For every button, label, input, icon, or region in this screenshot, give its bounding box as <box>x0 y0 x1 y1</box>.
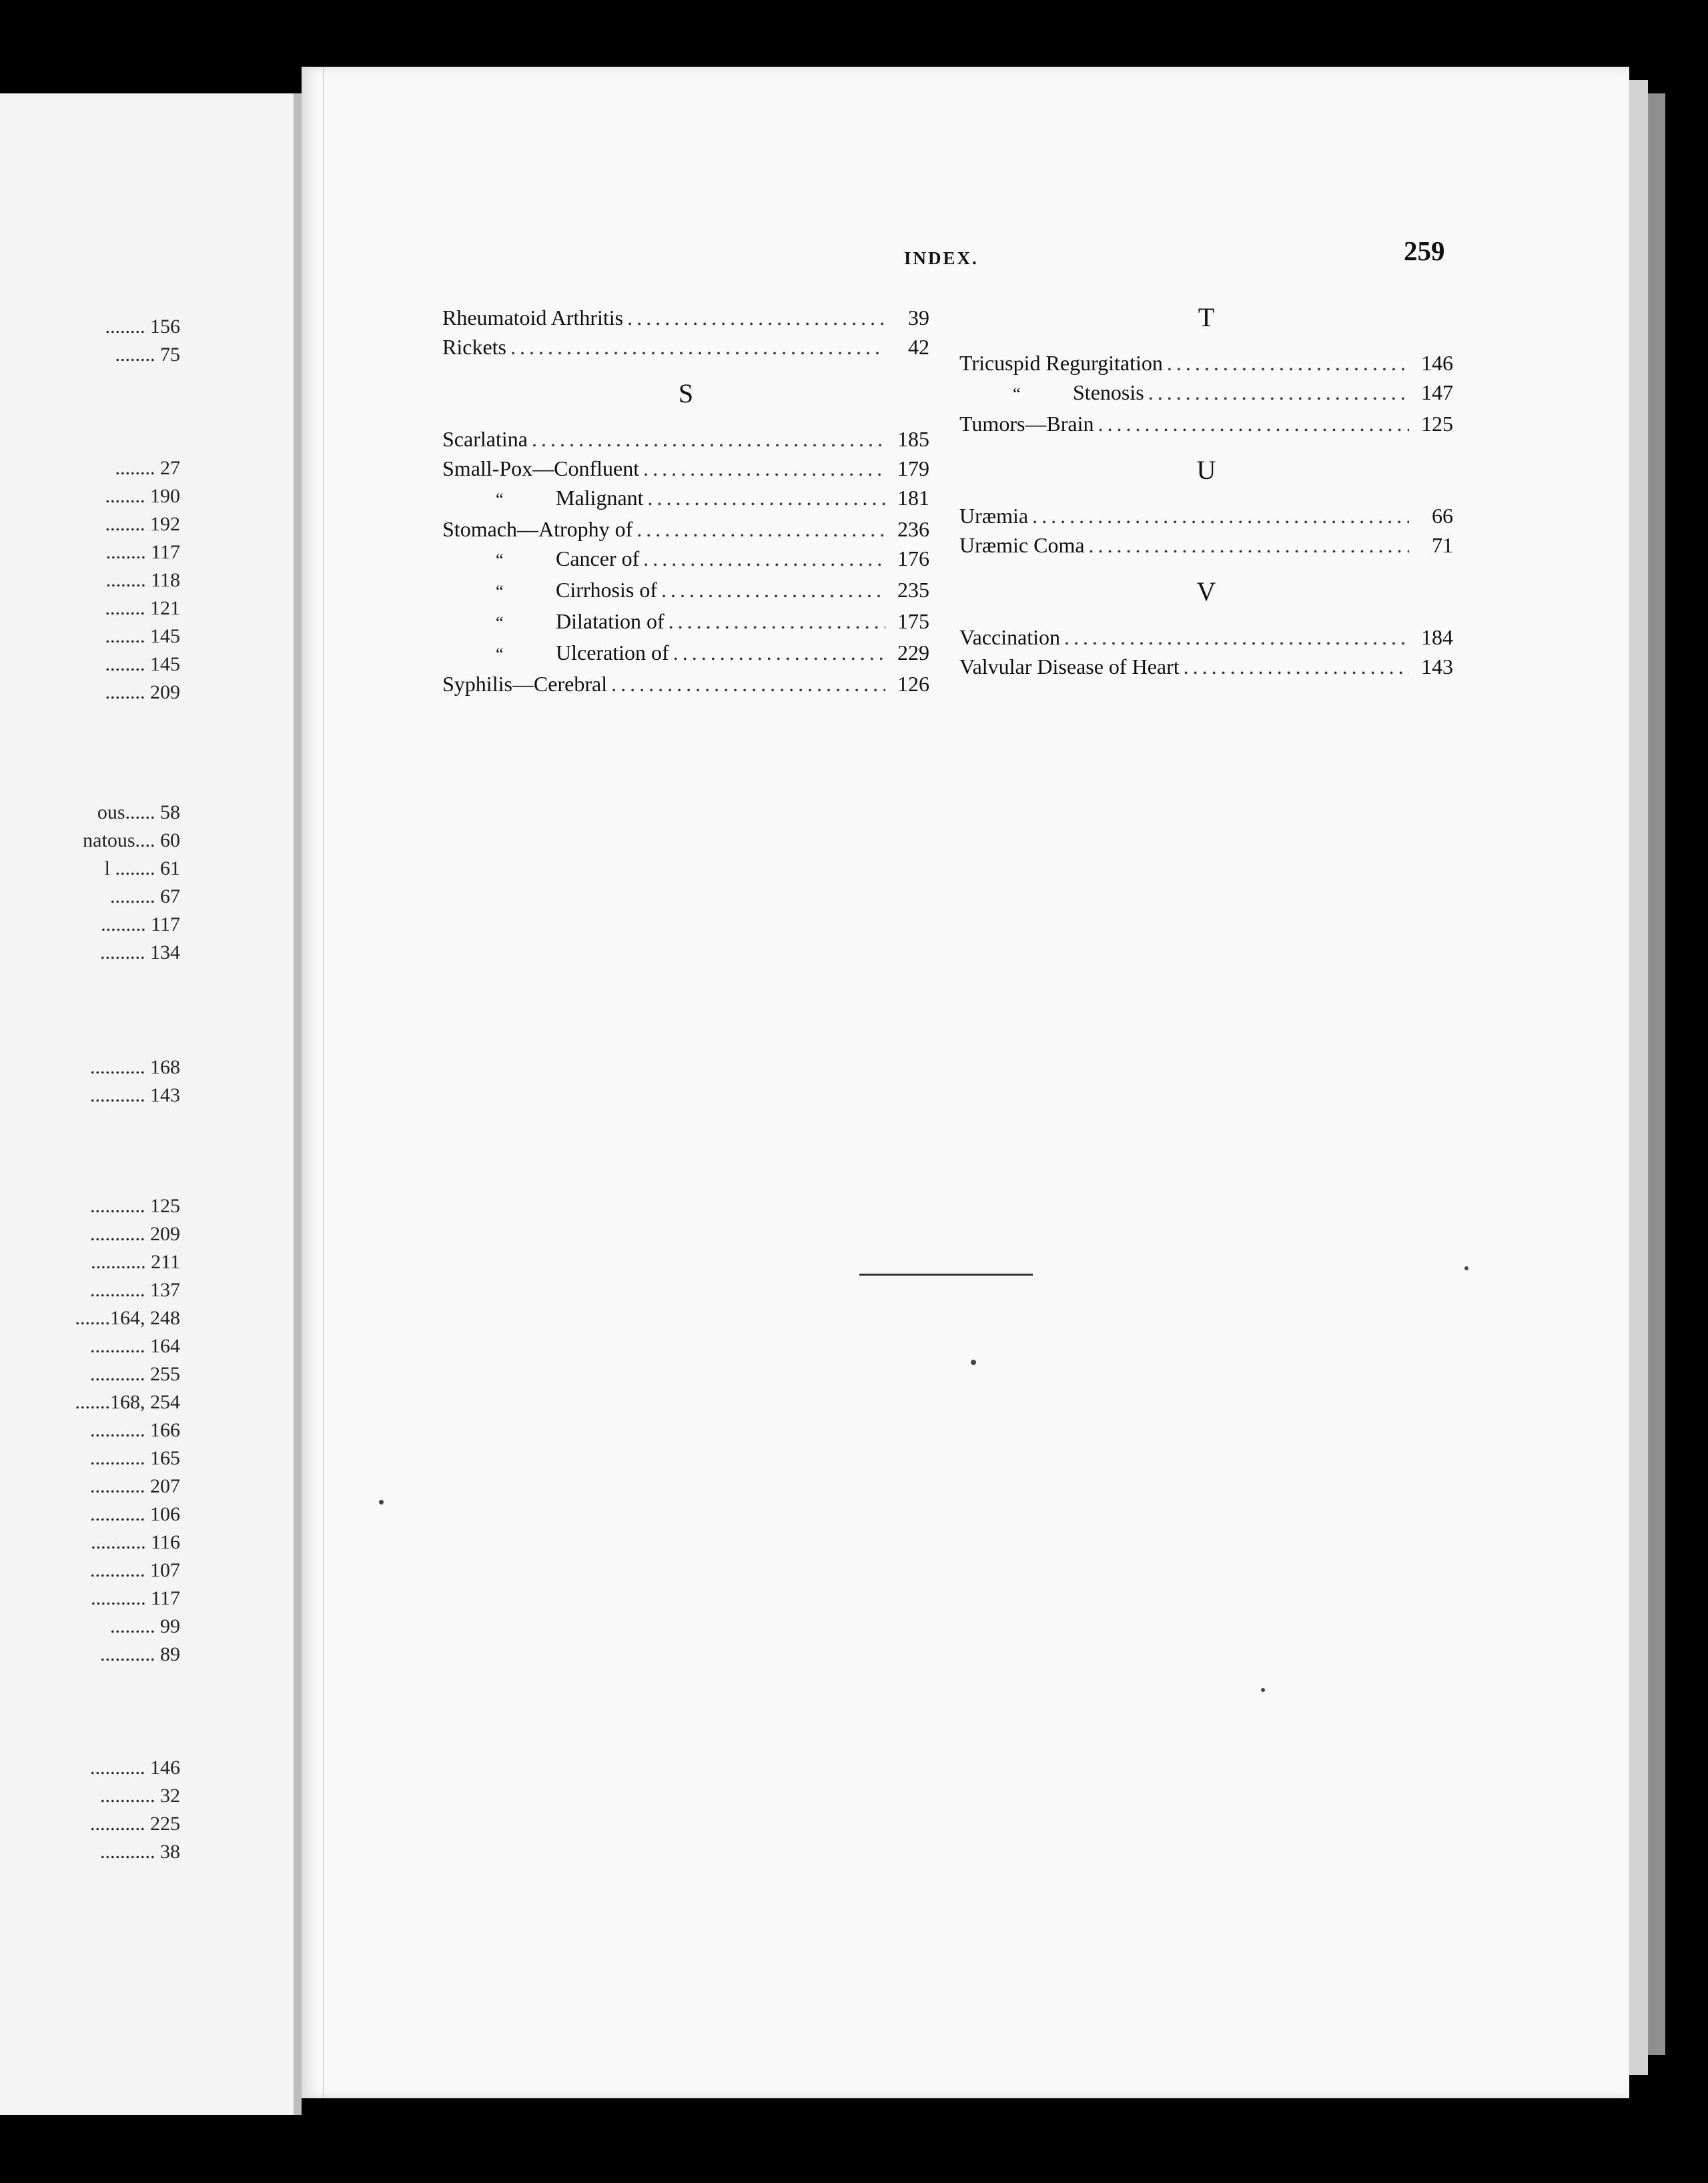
entry-term <box>959 348 1163 378</box>
facing-page-entry-text: ........ 145 <box>105 653 180 675</box>
dot-leader <box>532 424 885 454</box>
facing-page-entry-text: ........... 117 <box>91 1587 180 1609</box>
facing-page-entry <box>0 1361 180 1388</box>
entry-page-number: 181 <box>897 486 929 510</box>
entry-page-number: 66 <box>1432 504 1453 528</box>
entry-term <box>442 669 607 699</box>
facing-page-entry <box>0 651 180 678</box>
index-column-left <box>442 303 929 699</box>
facing-page-entry-text: ........ 145 <box>105 625 180 647</box>
facing-page-entry-text: ......... 67 <box>110 885 180 907</box>
entry-page-number: 126 <box>897 672 929 696</box>
facing-page-entry-text: natous.... 60 <box>83 829 180 851</box>
facing-page-entry-text: ........... 32 <box>100 1785 180 1807</box>
dot-leader <box>1167 348 1409 378</box>
facing-page-entry-text: ........ 118 <box>105 569 180 591</box>
index-entry <box>442 606 929 638</box>
index-entry <box>442 514 929 544</box>
index-entry <box>442 638 929 669</box>
entry-term <box>442 424 528 454</box>
entry-term <box>496 638 669 669</box>
ditto-mark: “ <box>496 644 504 664</box>
entry-term-text: Cirrhosis of <box>556 578 657 602</box>
facing-page-entry <box>0 1557 180 1584</box>
entry-term <box>496 544 639 575</box>
index-entry <box>959 622 1453 652</box>
section-letter: U <box>1196 455 1216 485</box>
entry-page-number: 42 <box>908 335 929 359</box>
entry-term-text: Scarlatina <box>442 427 528 451</box>
facing-page-entry-text: ........... 89 <box>100 1643 180 1665</box>
facing-page-entry <box>0 455 180 482</box>
dot-leader <box>643 544 885 573</box>
dot-leader <box>636 514 885 544</box>
facing-page-entry-text: ........... 143 <box>90 1084 180 1106</box>
index-entry <box>442 483 929 514</box>
entry-page-number: 184 <box>1421 625 1453 649</box>
facing-page <box>0 93 299 2115</box>
facing-page-entry <box>0 1445 180 1472</box>
entry-term <box>959 652 1180 681</box>
entry-page-number: 175 <box>897 609 929 633</box>
ditto-mark: “ <box>496 613 504 632</box>
index-entry <box>442 575 929 606</box>
index-entry <box>442 424 929 454</box>
facing-page-entry-text: ........... 225 <box>90 1813 180 1835</box>
entry-term-text: Valvular Disease of Heart <box>959 654 1180 679</box>
entry-term <box>442 303 623 332</box>
entry-page-number: 143 <box>1421 654 1453 679</box>
scan-speck <box>379 1500 384 1504</box>
section-letter: T <box>1198 302 1215 332</box>
cover-edge <box>1648 93 1665 2055</box>
facing-page-entry <box>0 1417 180 1444</box>
dot-leader <box>1148 378 1409 407</box>
facing-page-entry <box>0 911 180 938</box>
section-gap <box>959 560 1453 572</box>
facing-page-entry-text: ........... 164 <box>90 1335 180 1357</box>
section-gap <box>959 338 1453 348</box>
facing-page-entry <box>0 855 180 882</box>
index-entry <box>442 303 929 332</box>
facing-page-entry-text: ......... 134 <box>100 941 180 963</box>
facing-page-entry <box>0 483 180 510</box>
dot-leader <box>648 483 885 512</box>
facing-page-entry <box>0 1811 180 1837</box>
facing-page-entry <box>0 1755 180 1781</box>
facing-page-entry <box>0 1473 180 1500</box>
facing-page-entry-text: ........... 168 <box>90 1056 180 1078</box>
facing-page-entry <box>0 1221 180 1248</box>
index-entry <box>959 348 1453 378</box>
dot-leader <box>1098 409 1409 438</box>
index-entry <box>959 530 1453 560</box>
ditto-mark: “ <box>496 490 504 509</box>
facing-page-entry-text: ........... 146 <box>90 1757 180 1779</box>
entry-page-number: 125 <box>1421 412 1453 436</box>
facing-page-entry <box>0 1249 180 1276</box>
dot-leader <box>1089 530 1409 560</box>
facing-page-entry <box>0 595 180 622</box>
facing-page-entry <box>0 623 180 650</box>
facing-page-entry <box>0 799 180 826</box>
entry-term <box>496 483 644 514</box>
entry-page-number: 229 <box>897 640 929 665</box>
facing-page-entry-text: ........ 209 <box>105 681 180 703</box>
facing-page-entry <box>0 1054 180 1081</box>
ditto-mark: “ <box>496 582 504 601</box>
facing-page-entry <box>0 1305 180 1332</box>
ditto-mark: “ <box>496 550 504 570</box>
scan-speck <box>971 1360 976 1365</box>
entry-term <box>442 332 506 362</box>
entry-term-text: Tumors—Brain <box>959 412 1094 436</box>
facing-page-entry <box>0 314 180 340</box>
entry-term-text: Uræmic Coma <box>959 533 1085 557</box>
index-entry <box>959 501 1453 530</box>
facing-page-entry-text: ........... 106 <box>90 1503 180 1525</box>
entry-page-number: 236 <box>897 517 929 541</box>
facing-page-entry <box>0 1501 180 1528</box>
facing-page-entry-text: ........... 137 <box>90 1279 180 1301</box>
entry-page-number: 71 <box>1432 533 1453 557</box>
dot-leader <box>673 638 885 667</box>
entry-term-text: Dilatation of <box>556 609 665 633</box>
facing-page-entry-text: .......164, 248 <box>75 1307 180 1329</box>
facing-page-entry-text: ........... 38 <box>100 1841 180 1863</box>
entry-term-text: Malignant <box>556 486 644 510</box>
entry-term-text: Rickets <box>442 335 506 359</box>
facing-page-entry <box>0 1585 180 1612</box>
facing-page-entry <box>0 342 180 368</box>
facing-page-entry-text: .......168, 254 <box>75 1391 180 1413</box>
entry-term-text: Uræmia <box>959 504 1029 528</box>
facing-page-entry <box>0 679 180 706</box>
entry-term <box>1013 378 1144 409</box>
entry-term <box>442 454 639 483</box>
scan-speck <box>1261 1688 1265 1692</box>
entry-term-text: Rheumatoid Arthritis <box>442 306 624 330</box>
facing-page-entry <box>0 827 180 854</box>
facing-page-entry <box>0 539 180 566</box>
dot-leader <box>1032 501 1409 530</box>
facing-page-entry <box>0 1333 180 1360</box>
facing-page-entry-text: ........ 190 <box>105 485 180 507</box>
facing-page-entry <box>0 1641 180 1668</box>
facing-page-entry-text: ........ 27 <box>115 457 180 479</box>
entry-page-number: 147 <box>1421 380 1453 404</box>
facing-page-edge <box>294 93 302 2115</box>
entry-term <box>496 575 657 606</box>
running-header: INDEX. <box>904 248 979 268</box>
entry-term-text: Syphilis—Cerebral <box>442 672 608 696</box>
index-entry <box>442 454 929 483</box>
section-gap <box>959 612 1453 622</box>
facing-page-entry-text: ........ 192 <box>105 513 180 535</box>
facing-page-entry-text: ........ 117 <box>105 541 180 563</box>
entry-term-text: Cancer of <box>556 546 640 570</box>
facing-page-entry-text: ........ 121 <box>105 597 180 619</box>
facing-page-entry <box>0 1277 180 1304</box>
section-gap <box>959 490 1453 501</box>
entry-page-number: 179 <box>897 456 929 480</box>
section-gap <box>959 438 1453 450</box>
facing-page-entry-text: ........... 209 <box>90 1223 180 1245</box>
dot-leader <box>1064 622 1409 652</box>
section-gap <box>442 362 929 374</box>
facing-page-entry-text: ........... 165 <box>90 1447 180 1469</box>
dot-leader <box>510 332 885 362</box>
ditto-mark: “ <box>1013 384 1021 404</box>
entry-term <box>959 622 1060 652</box>
facing-page-entry <box>0 1839 180 1865</box>
facing-page-entry-text: ........... 116 <box>91 1531 180 1553</box>
dot-leader <box>627 303 885 332</box>
facing-page-entry-text: ......... 117 <box>101 913 180 935</box>
facing-page-entry-text: ous...... 58 <box>97 801 180 823</box>
entry-term <box>959 409 1094 438</box>
entry-term <box>442 514 632 544</box>
facing-page-entry <box>0 939 180 966</box>
entry-term-text: Stomach—Atrophy of <box>442 517 633 541</box>
gutter-line <box>323 67 324 2098</box>
index-entry <box>442 544 929 575</box>
facing-page-entry-text: ........... 107 <box>90 1559 180 1581</box>
entry-term <box>959 501 1028 530</box>
entry-page-number: 146 <box>1421 351 1453 375</box>
entry-page-number: 176 <box>897 546 929 570</box>
dot-leader <box>643 454 885 483</box>
index-entry <box>959 409 1453 438</box>
entry-term <box>959 530 1085 560</box>
dot-leader <box>669 606 885 636</box>
dot-leader <box>611 669 885 699</box>
facing-page-entry-text: ........... 255 <box>90 1363 180 1385</box>
entry-term-text: Vaccination <box>959 625 1061 649</box>
entry-page-number: 185 <box>897 427 929 451</box>
facing-page-entry-text: ........... 207 <box>90 1475 180 1497</box>
scan-speck <box>1464 1266 1468 1270</box>
section-letter: V <box>1196 576 1216 606</box>
facing-page-entry-text: ........... 211 <box>91 1251 180 1273</box>
entry-term-text: Stenosis <box>1073 380 1144 404</box>
facing-page-entry <box>0 1082 180 1109</box>
index-entry <box>442 669 929 699</box>
facing-page-entry <box>0 567 180 594</box>
entry-term-text: Tricuspid Regurgitation <box>959 351 1163 375</box>
facing-page-entry <box>0 1613 180 1640</box>
entry-page-number: 39 <box>908 306 929 330</box>
entry-term-text: Small-Pox—Confluent <box>442 456 640 480</box>
page-edges <box>1629 80 1648 2075</box>
facing-page-entry-text: ........... 125 <box>90 1195 180 1217</box>
index-entry <box>959 378 1453 409</box>
index-entry <box>442 332 929 362</box>
facing-page-entry-text: ........... 166 <box>90 1419 180 1441</box>
page-number: 259 <box>1404 236 1445 266</box>
facing-page-entry <box>0 511 180 538</box>
index-column-right <box>959 298 1453 681</box>
facing-page-entry-text: ........ 156 <box>105 316 180 338</box>
facing-page-entry <box>0 1529 180 1556</box>
entry-term-text: Ulceration of <box>556 640 669 665</box>
facing-page-entry <box>0 1389 180 1416</box>
section-gap <box>442 414 929 424</box>
facing-page-entry <box>0 1783 180 1809</box>
facing-page-entry-text: l ........ 61 <box>104 857 180 879</box>
facing-page-entry-text: ......... 99 <box>110 1615 180 1637</box>
closing-rule <box>859 1274 1033 1276</box>
dot-leader <box>661 575 885 604</box>
section-letter: S <box>678 378 694 408</box>
entry-term <box>496 606 665 638</box>
facing-page-entry <box>0 1193 180 1220</box>
entry-page-number: 235 <box>897 578 929 602</box>
dot-leader <box>1184 652 1409 681</box>
facing-page-entry-text: ........ 75 <box>115 344 180 366</box>
index-entry <box>959 652 1453 681</box>
facing-page-entry <box>0 883 180 910</box>
